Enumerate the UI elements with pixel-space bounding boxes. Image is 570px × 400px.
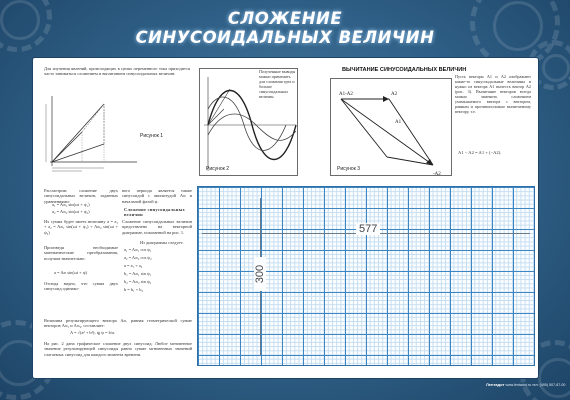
bottom-formula: A = √(a² + b²); tg ψ = b/a. (70, 330, 116, 335)
figure-2-caption: Рисунок 2 (206, 166, 230, 172)
svg-text:-A2: -A2 (433, 172, 441, 177)
title-line-2: СИНУСОИДАЛЬНЫХ ВЕЛИЧИН (135, 28, 435, 47)
subtraction-formula: A1 − A2 = A1 + (−A2). (458, 150, 502, 155)
diagram-equation: a = a₁ + a₂ (124, 263, 143, 268)
bottom-paragraph-1: Величина результирующего вектора Aₘ, равная геометрической сумме векторов Aₘ₁ и Aₘ₂, составляет: (44, 318, 192, 329)
diagram-equation: b = b₁ + b₂ (124, 287, 143, 292)
svg-text:A1-A2: A1-A2 (339, 92, 353, 97)
diagram-equation: a₁ = Aₘ₁ cos ψ₁ (124, 247, 152, 252)
figure-2-note: Полученные выводы можно применить для сложения трех и больше синусоидальных величин. (259, 69, 296, 99)
footer-url: www.lentadot.ru (505, 383, 532, 387)
intro-text: Для изучения явлений, происходящих в цепях переменного тока приходится часто заниматься сложением и вычитанием синусоидальных величин. (44, 66, 190, 77)
equation-sum: a = Aₘ sin(ωt + ψ) (54, 270, 87, 275)
figure-3-vector-subtraction (330, 78, 452, 176)
figure-1-caption: Рисунок 1 (140, 133, 164, 139)
diagram-equation: b₁ = Aₘ₁ sin ψ₁ (124, 271, 152, 276)
subtraction-text: Пусть векторы A1 и A2 изображают какие-то синусоидальные величины и нужно из вектора A1 вычесть вектор A2 (рис. 3). Вычитание векторов всегда можно заменить сложением уменьшаемого вектора с вектором, равным и противоположно вычитаемому вектору, т.е. (455, 74, 531, 114)
diagram-equation: b₂ = Aₘ₂ sin ψ₂ (124, 279, 152, 284)
bottom-paragraph-2: На рис. 2 дана графическое сложение двух синусоид. Любое мгновенное значение результирующей синусоиды равно сумме мгновенных значений слагаемых синусоид для каждого момента времени. (44, 341, 192, 357)
footer-brand: Лентадот (486, 382, 505, 387)
height-dimension-label: 300 (254, 257, 266, 291)
poster-title (0, 9, 570, 47)
footer (486, 382, 565, 387)
equation-a2: a₂ = Aₘ₂ sin(ωt + ψ₂) (52, 209, 90, 214)
figure-1-vector-diagram (42, 92, 142, 174)
body-left-paragraph-2: Их сумма будет иметь величину a = a₁ + a₂ = Aₘ₁ sin(ωt + ψ₁) + Aₘ₂ sin(ωt + ψ₂) (44, 219, 118, 235)
equation-a1: a₁ = Aₘ₁ sin(ωt + ψ₁) (52, 202, 90, 207)
body-left-paragraph-4: Отсюда видно, что сумма двух синусоид одинако- (44, 281, 118, 292)
figure-3-caption: Рисунок 3 (337, 166, 361, 172)
diagram-equation: a₂ = Aₘ₂ cos ψ₂ (124, 255, 152, 260)
body-left-paragraph-1: Рассмотрим сложение двух синусоидальных величин, заданных уравнениями: (44, 188, 118, 204)
subtraction-heading: ВЫЧИТАНИЕ СИНУСОИДАЛЬНЫХ ВЕЛИЧИН (342, 67, 467, 73)
title-line-1: СЛОЖЕНИЕ (227, 9, 343, 28)
body-right-heading: Сложение синусоидальных величин (124, 207, 185, 218)
body-left-paragraph-3: Произведя необходимые математические преобразования, получим значительно: (44, 245, 118, 261)
graph-paper-area (197, 186, 535, 366)
width-dimension-label: 577 (356, 223, 380, 235)
footer-phone: тел: (495) 507-87-00 (532, 383, 566, 387)
svg-text:A1: A1 (395, 120, 402, 125)
body-right-paragraph-3: Из диаграммы следует: (140, 240, 184, 245)
body-right-paragraph-2: Сложение синусоидальных величин представлено на векторной диаграмме, показанной на рис. 1. (122, 219, 192, 235)
body-right-paragraph-1: вого периода является также синусоидой с амплитудой Aₘ и начальной фазой ψ. (122, 188, 192, 204)
svg-text:A2: A2 (391, 92, 398, 97)
